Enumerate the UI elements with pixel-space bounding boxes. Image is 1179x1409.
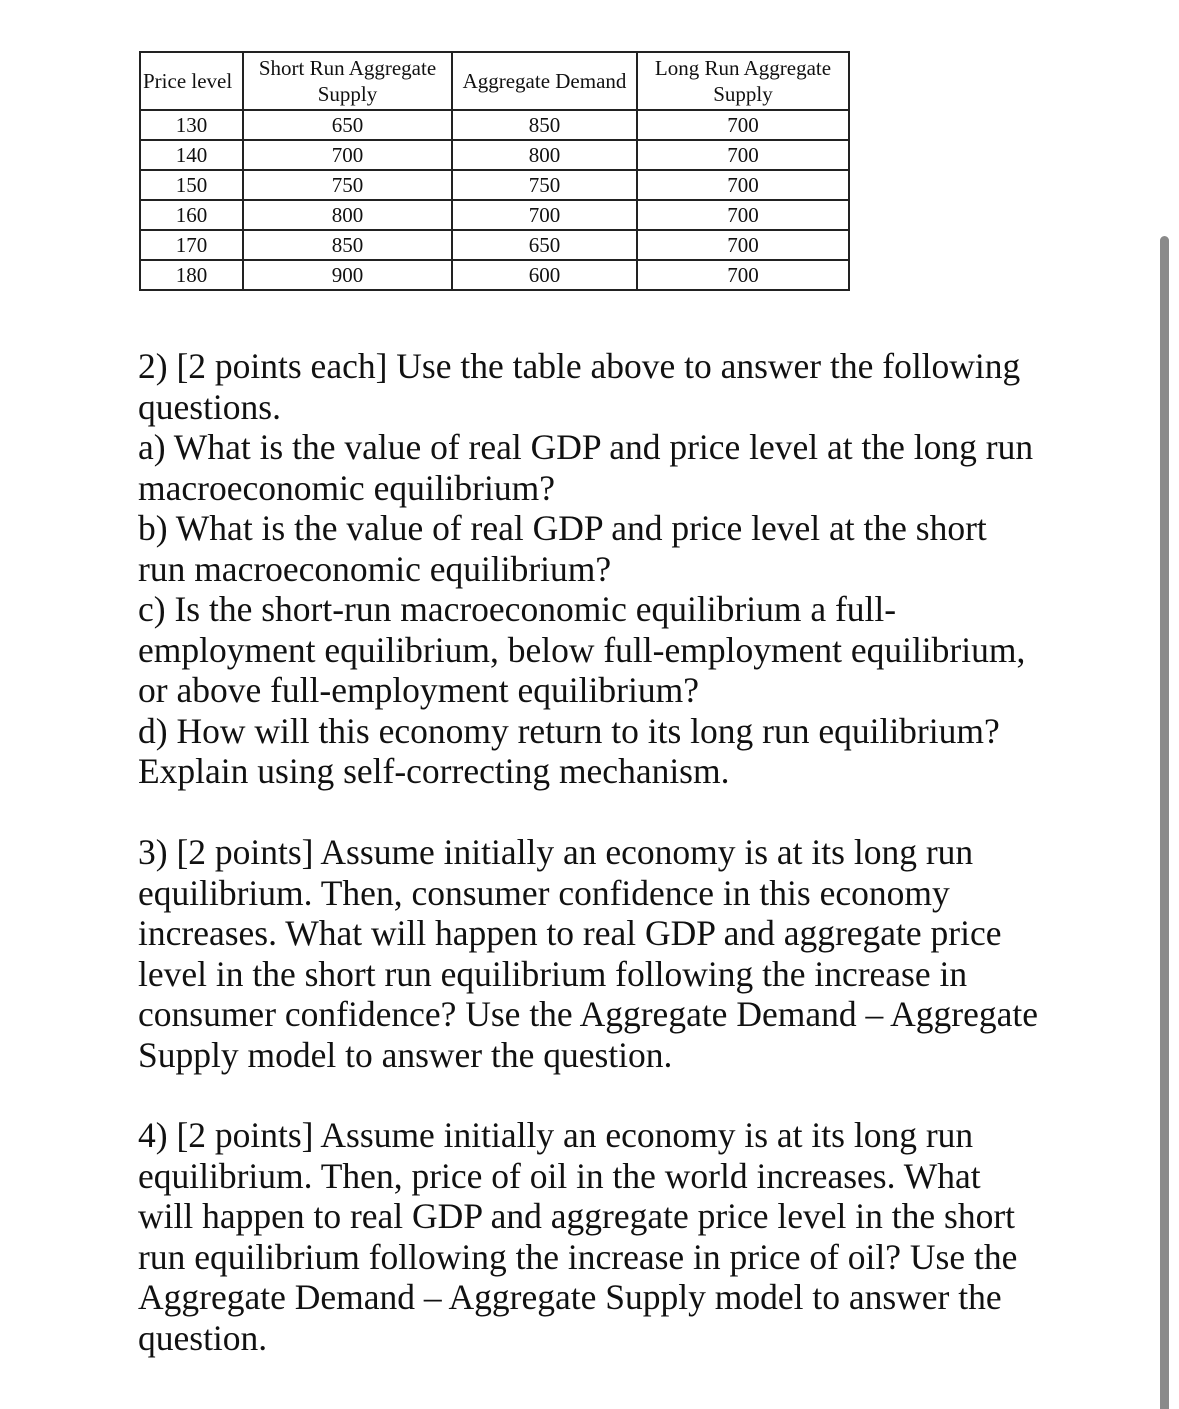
table-cell: 650 <box>452 230 637 260</box>
table-row <box>140 260 849 290</box>
table-cell: 800 <box>452 140 637 170</box>
table-cell: 700 <box>243 140 452 170</box>
table-cell: 700 <box>637 140 849 170</box>
table-cell: 130 <box>140 110 243 140</box>
header-short-run-aggregate-supply: Short Run Aggregate Supply <box>243 52 452 110</box>
table-cell: 700 <box>637 230 849 260</box>
question-3-text: 3) [2 points] Assume initially an economy is at its long run equilibrium. Then, consumer confidence in this economy increases. What will happen to real GDP and aggregate price level in the short run equilibrium following the increase in consumer confidence? Use the Aggregate Demand – Aggregate Supply model to answer the question. <box>138 832 1038 1075</box>
question-4 <box>138 1115 1038 1358</box>
table-row <box>140 110 849 140</box>
question-3 <box>138 832 1038 1075</box>
table-cell: 650 <box>243 110 452 140</box>
question-2 <box>138 346 1038 792</box>
table-cell: 750 <box>243 170 452 200</box>
header-long-run-aggregate-supply: Long Run Aggregate Supply <box>637 52 849 110</box>
table-cell: 160 <box>140 200 243 230</box>
table-cell: 170 <box>140 230 243 260</box>
table-cell: 140 <box>140 140 243 170</box>
table-cell: 700 <box>637 170 849 200</box>
table-cell: 700 <box>452 200 637 230</box>
table-header-row <box>140 52 849 110</box>
table-cell: 150 <box>140 170 243 200</box>
table-cell: 800 <box>243 200 452 230</box>
table-cell: 600 <box>452 260 637 290</box>
question-4-text: 4) [2 points] Assume initially an economy is at its long run equilibrium. Then, price of oil in the world increases. What will happen to real GDP and aggregate price level in the short run equilibrium following the increase in price of oil? Use the Aggregate Demand – Aggregate Supply model to answer the question. <box>138 1115 1018 1358</box>
table-row <box>140 170 849 200</box>
table-cell: 750 <box>452 170 637 200</box>
header-price-level: Price level <box>140 52 243 110</box>
question-2c: c) Is the short-run macroeconomic equilibrium a full-employment equilibrium, below full-employment equilibrium, or above full-employment equilibrium? <box>138 589 1026 710</box>
table-row <box>140 230 849 260</box>
table-cell: 700 <box>637 110 849 140</box>
table-cell: 850 <box>452 110 637 140</box>
table-cell: 180 <box>140 260 243 290</box>
table-row <box>140 200 849 230</box>
table-cell: 700 <box>637 260 849 290</box>
table-row <box>140 140 849 170</box>
table-cell: 900 <box>243 260 452 290</box>
question-2d: d) How will this economy return to its long run equilibrium? Explain using self-correcting mechanism. <box>138 710 1000 791</box>
question-2b: b) What is the value of real GDP and price level at the short run macroeconomic equilibrium? <box>138 508 987 589</box>
data-table <box>139 51 850 291</box>
header-aggregate-demand: Aggregate Demand <box>452 52 637 110</box>
question-2a: a) What is the value of real GDP and price level at the long run macroeconomic equilibrium? <box>138 427 1034 508</box>
table-cell: 700 <box>637 200 849 230</box>
question-2-intro: 2) [2 points each] Use the table above to answer the following questions. <box>138 346 1021 427</box>
table-cell: 850 <box>243 230 452 260</box>
scrollbar[interactable] <box>1160 236 1169 1409</box>
